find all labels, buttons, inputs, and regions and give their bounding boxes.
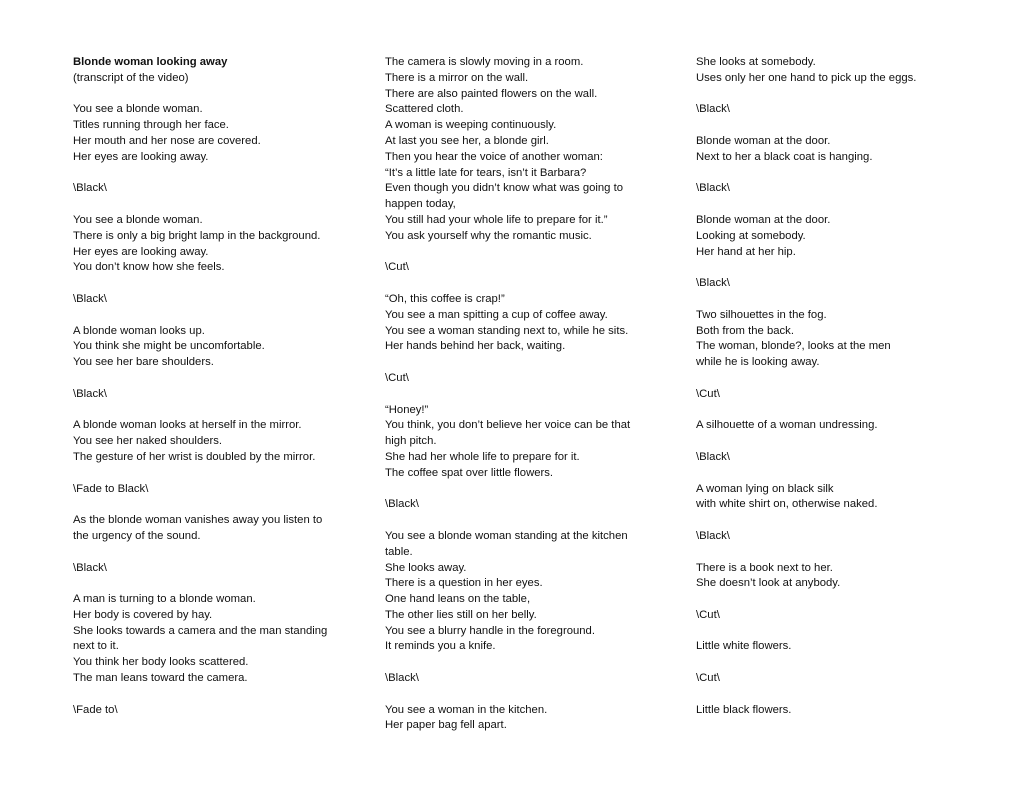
transcript-column-2 [385,55,675,734]
transcript-line [385,482,675,498]
transcript-line [696,545,996,561]
transcript-line [73,276,363,292]
transcript-line: Looking at somebody. [696,229,806,242]
transcript-line [696,260,996,276]
transcript-line [696,592,996,608]
transcript-line [696,403,996,419]
transcript-line: One hand leans on the table, [385,593,531,606]
transcript-line: Two silhouettes in the fog. [696,308,827,321]
transcript-line [696,624,996,640]
transcript-line: table. [385,545,413,558]
transcript-line [696,118,996,134]
transcript-line: \Black\ [696,529,730,542]
transcript-line: Blonde woman at the door. [696,213,831,226]
transcript-line: Her eyes are looking away. [73,150,209,163]
transcript-line [385,513,675,529]
transcript-line: A blonde woman looks up. [73,324,205,337]
transcript-line: She had her whole life to prepare for it. [385,450,580,463]
transcript-line: You see her naked shoulders. [73,435,223,448]
transcript-line: \Black\ [73,292,107,305]
transcript-line: \Black\ [73,561,107,574]
transcript-column-3 [696,55,996,718]
transcript-line [73,687,363,703]
transcript-line: “Honey!” [385,403,429,416]
transcript-line [385,355,675,371]
transcript-line [385,655,675,671]
transcript-line: \Fade to\ [73,703,118,716]
transcript-line: \Black\ [385,498,419,511]
transcript-line: \Cut\ [385,371,409,384]
transcript-line [73,308,363,324]
transcript-line: Titles running through her face. [73,119,229,132]
transcript-line: Blonde woman at the door. [696,134,831,147]
transcript-line: A woman is weeping continuously. [385,119,557,132]
transcript-line: You think she might be uncomfortable. [73,340,265,353]
transcript-line: \Fade to Black\ [73,482,149,495]
transcript-line: You still had your whole life to prepare for it.” [385,213,608,226]
transcript-line [696,197,996,213]
transcript-line: She looks towards a camera and the man standing [73,624,328,637]
transcript-line: You think, you don’t believe her voice can be that [385,419,631,432]
transcript-line: Even though you didn’t know what was going to [385,182,624,195]
transcript-line: You see a blonde woman standing at the kitchen [385,529,628,542]
transcript-line: “It’s a little late for tears, isn’t it Barbara? [385,166,587,179]
transcript-line: A blonde woman looks at herself in the mirror. [73,419,302,432]
transcript-line: \Cut\ [696,608,720,621]
transcript-line [385,387,675,403]
transcript-line: It reminds you a knife. [385,640,496,653]
transcript-line: Uses only her one hand to pick up the eggs. [696,71,917,84]
transcript-line: A woman lying on black silk [696,482,834,495]
transcript-line: with white shirt on, otherwise naked. [696,498,878,511]
transcript-line [73,403,363,419]
transcript-line [696,371,996,387]
transcript-line: There is only a big bright lamp in the background. [73,229,321,242]
transcript-line: A man is turning to a blonde woman. [73,593,256,606]
transcript-line: You see a blurry handle in the foreground. [385,624,595,637]
transcript-line [73,497,363,513]
column-2-lines [385,55,675,734]
document-subtitle: (transcript of the video) [73,71,189,84]
transcript-line: There are also painted flowers on the wall. [385,87,598,100]
transcript-line: \Black\ [696,277,730,290]
transcript-line: Her mouth and her nose are covered. [73,134,261,147]
transcript-line [73,166,363,182]
transcript-line: Little white flowers. [696,640,792,653]
transcript-line [385,687,675,703]
transcript-line: There is a book next to her. [696,561,833,574]
transcript-line: The other lies still on her belly. [385,608,537,621]
transcript-line: happen today, [385,198,456,211]
transcript-line: Her paper bag fell apart. [385,719,507,732]
transcript-line: There is a question in her eyes. [385,577,543,590]
transcript-line: Little black flowers. [696,703,792,716]
transcript-line: You see a blonde woman. [73,213,203,226]
transcript-line: You see her bare shoulders. [73,356,214,369]
transcript-line: You see a blonde woman. [73,103,203,116]
transcript-line: \Cut\ [696,387,720,400]
transcript-line: \Cut\ [385,261,409,274]
transcript-line [696,434,996,450]
transcript-line [385,276,675,292]
transcript-line: The woman, blonde?, looks at the men [696,340,891,353]
transcript-line: She doesn’t look at anybody. [696,577,841,590]
transcript-line: You don’t know how she feels. [73,261,225,274]
transcript-line: Her hand at her hip. [696,245,796,258]
transcript-line: \Black\ [73,387,107,400]
document-title: Blonde woman looking away [73,56,228,68]
transcript-line: The camera is slowly moving in a room. [385,56,584,68]
transcript-line [73,545,363,561]
transcript-line: while he is looking away. [696,356,820,369]
transcript-line: At last you see her, a blonde girl. [385,134,549,147]
transcript-line [696,466,996,482]
transcript-line: As the blonde woman vanishes away you listen to [73,514,323,527]
transcript-line: A silhouette of a woman undressing. [696,419,878,432]
transcript-line [696,87,996,103]
transcript-line [73,576,363,592]
transcript-line: There is a mirror on the wall. [385,71,529,84]
transcript-line: You see a woman in the kitchen. [385,703,548,716]
transcript-line: The man leans toward the camera. [73,672,248,685]
transcript-line: Both from the back. [696,324,794,337]
column-1-lines [73,87,363,719]
transcript-line: The gesture of her wrist is doubled by the mirror. [73,450,316,463]
transcript-line: She looks away. [385,561,467,574]
transcript-line [696,655,996,671]
transcript-line [696,687,996,703]
transcript-line: You think her body looks scattered. [73,656,249,669]
transcript-line: The coffee spat over little flowers. [385,466,554,479]
transcript-line: \Cut\ [696,672,720,685]
transcript-line [696,166,996,182]
transcript-line [73,466,363,482]
transcript-line: Her eyes are looking away. [73,245,209,258]
transcript-line: Her hands behind her back, waiting. [385,340,566,353]
transcript-line: Next to her a black coat is hanging. [696,150,873,163]
transcript-line [696,292,996,308]
transcript-line: Her body is covered by hay. [73,608,213,621]
transcript-line [73,87,363,103]
transcript-line [73,371,363,387]
transcript-line: Scattered cloth. [385,103,464,116]
transcript-line [385,245,675,261]
transcript-line: You ask yourself why the romantic music. [385,229,592,242]
transcript-line: “Oh, this coffee is crap!” [385,292,505,305]
transcript-line: You see a woman standing next to, while he sits. [385,324,629,337]
transcript-line [696,513,996,529]
transcript-line: \Black\ [696,450,730,463]
transcript-line: Then you hear the voice of another woman: [385,150,603,163]
transcript-line: You see a man spitting a cup of coffee away. [385,308,608,321]
transcript-column-1 [73,55,363,718]
transcript-line: \Black\ [696,182,730,195]
transcript-line: \Black\ [696,103,730,116]
column-3-lines [696,55,996,718]
transcript-line: She looks at somebody. [696,56,816,68]
transcript-line: \Black\ [385,672,419,685]
transcript-line: the urgency of the sound. [73,529,201,542]
transcript-line: next to it. [73,640,119,653]
transcript-line [73,197,363,213]
transcript-line: \Black\ [73,182,107,195]
transcript-line: high pitch. [385,435,437,448]
